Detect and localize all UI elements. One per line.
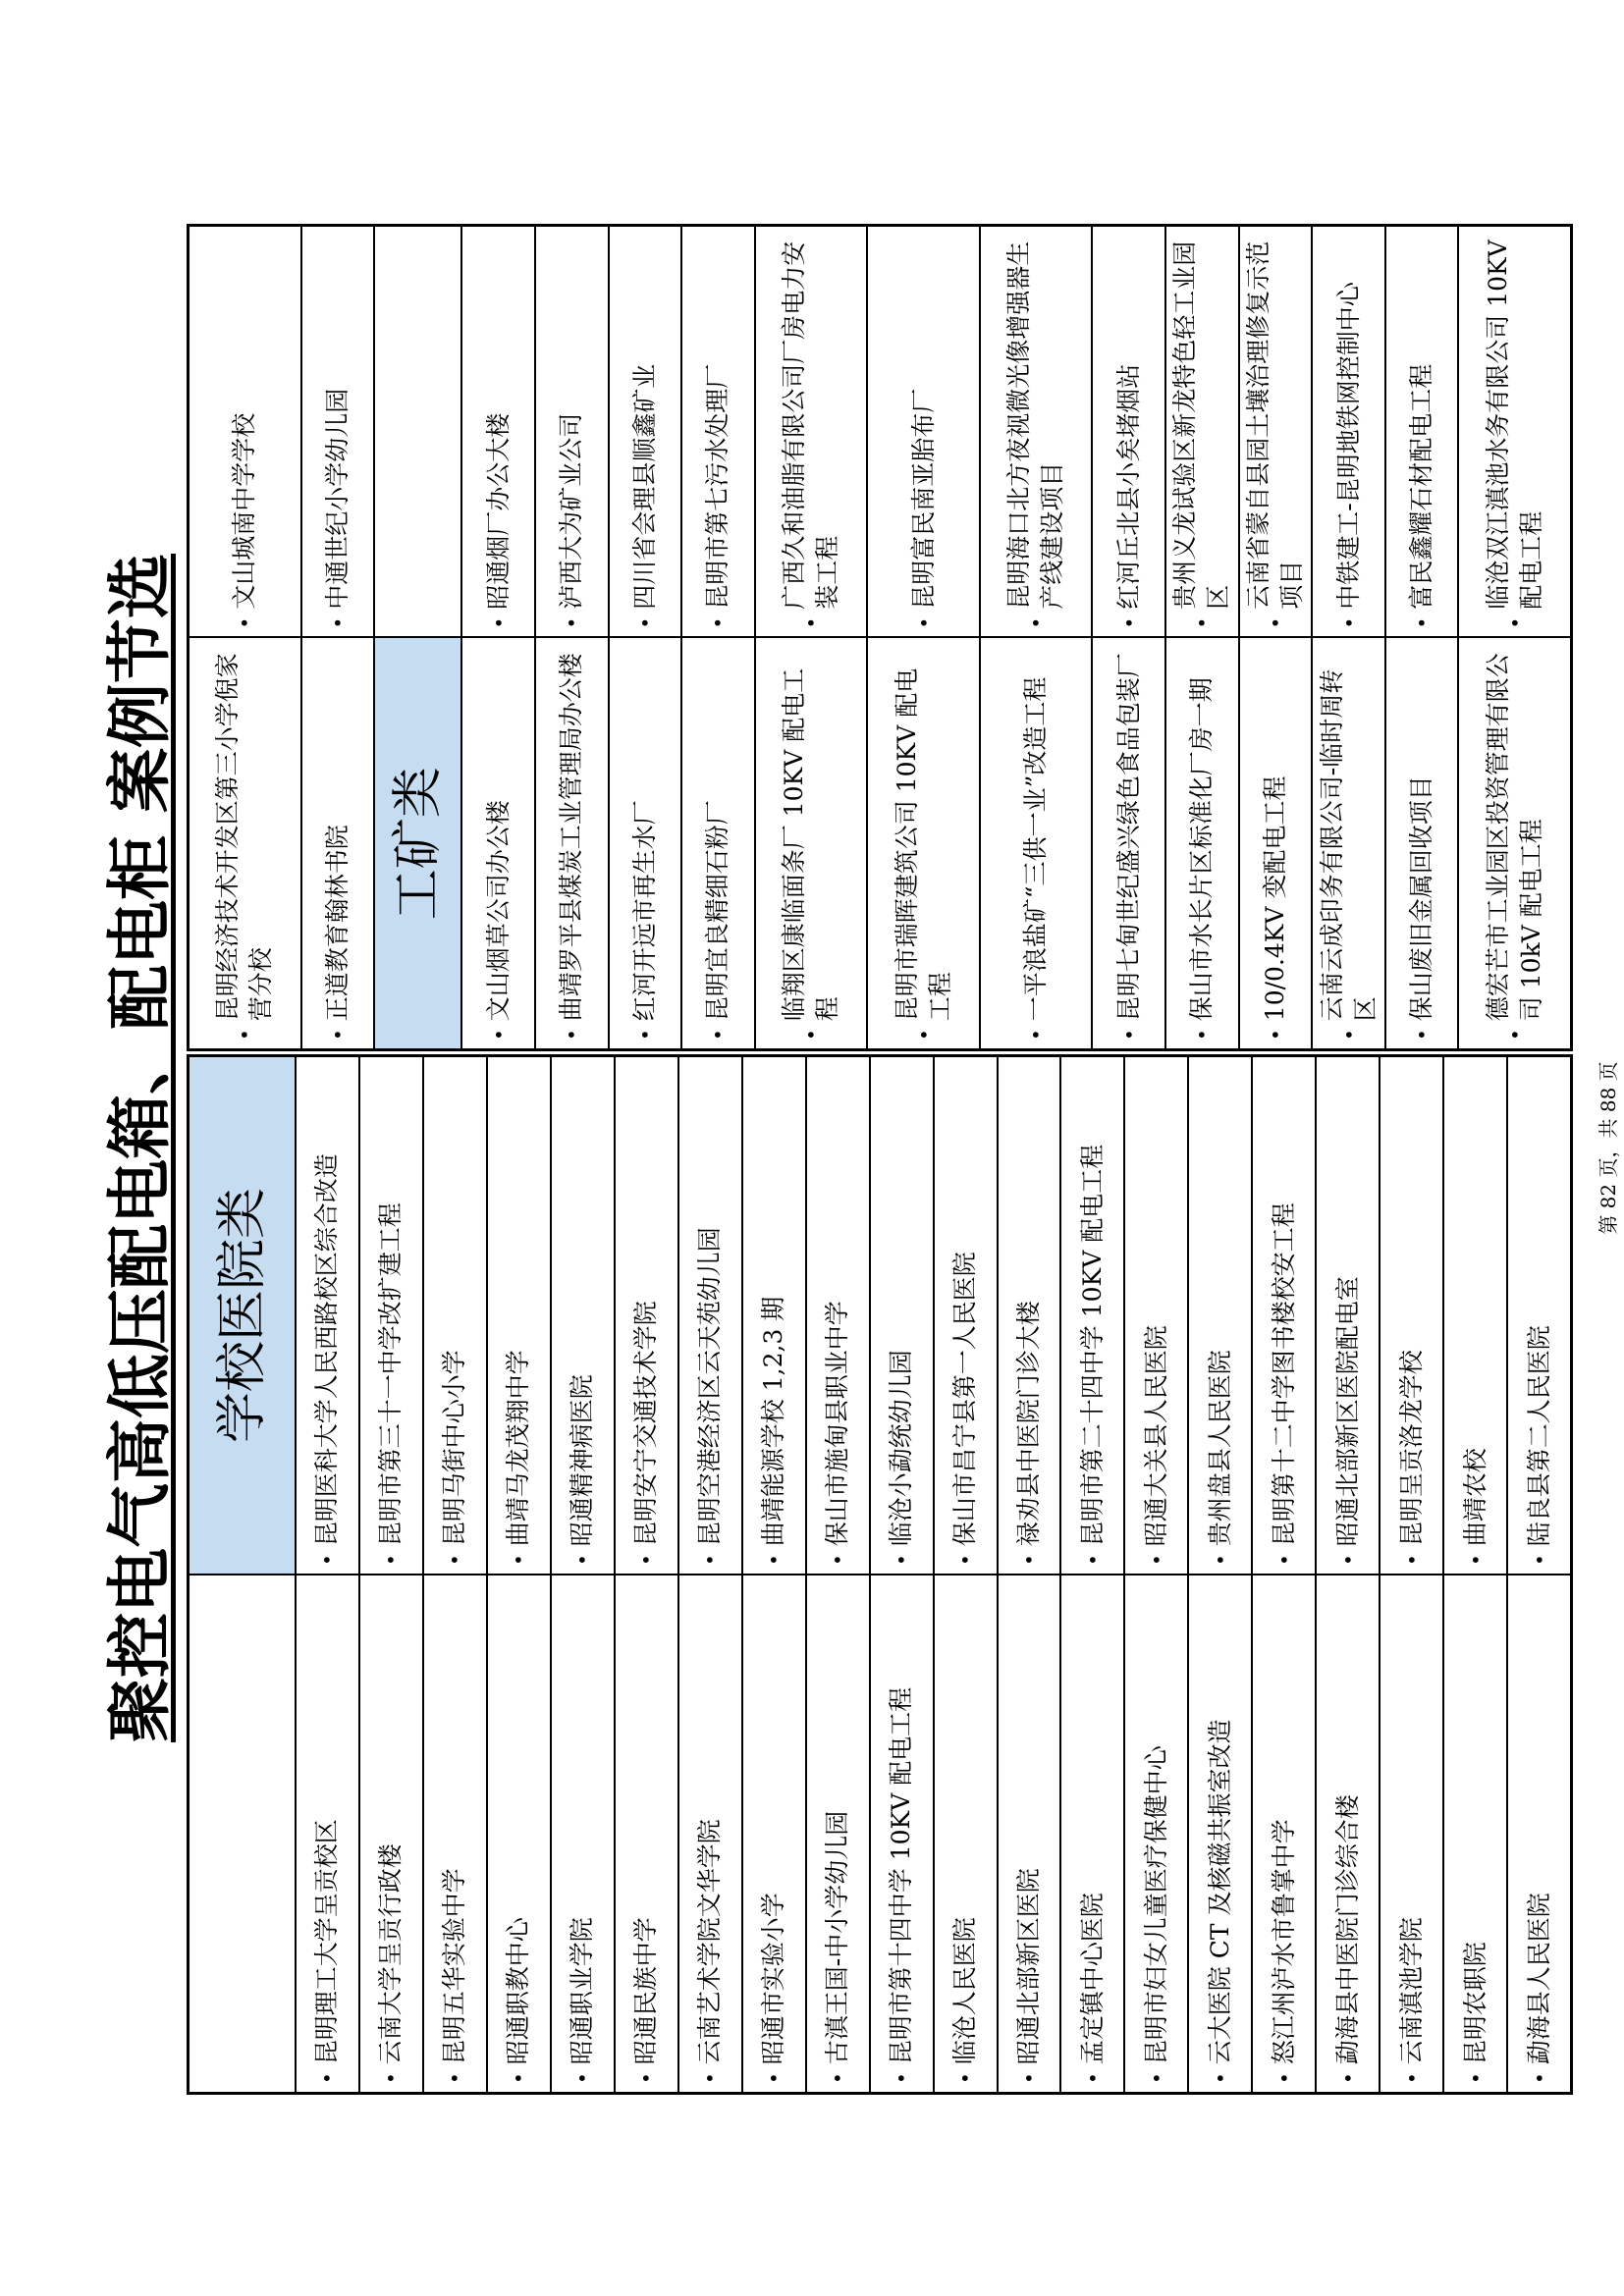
section-header: 工矿类 xyxy=(375,639,460,1049)
cell-text: 昭通市实验小学 xyxy=(759,1893,788,2065)
cell-text: 泸西大为矿业公司 xyxy=(557,412,586,610)
table-cell xyxy=(935,1575,997,2092)
cell-text: 贵州盘县人民医院 xyxy=(1205,1350,1234,1547)
cell-text: 广西久和油脂有限公司厂房电力安装工程 xyxy=(780,240,841,610)
bullet-icon: • xyxy=(1190,616,1215,629)
cell-text: 保山市施甸县职业中学 xyxy=(823,1301,852,1547)
table-cell xyxy=(360,1575,422,2092)
cell-text: 昆明市瑞晖建筑公司 10KV 配电工程 xyxy=(892,667,954,1022)
table-cell xyxy=(552,1575,614,2092)
cell-text: 正道教育翰林书院 xyxy=(322,825,352,1022)
cell-text: 怒江州泸水市鲁掌中学 xyxy=(1269,1819,1298,2065)
cell-text: 中通世纪小学幼儿园 xyxy=(322,388,352,610)
table-cell xyxy=(1380,1575,1442,2092)
table-row xyxy=(805,1057,869,2092)
table-cell xyxy=(1459,227,1570,639)
table-row xyxy=(754,227,867,1048)
table-cell xyxy=(302,227,374,639)
bullet-icon: • xyxy=(1335,2072,1360,2084)
bullet-icon: • xyxy=(443,1554,467,1566)
cell-text: 德宏芒市工业园区投资管理有限公司 10kV 配电工程 xyxy=(1483,653,1545,1022)
table-cell xyxy=(424,1057,486,1575)
cell-text: 昆明富民南亚胎布厂 xyxy=(908,388,938,610)
table-cell xyxy=(302,639,374,1049)
bullet-icon: • xyxy=(325,616,350,629)
table-cell xyxy=(743,1575,805,2092)
cell-text: 昭通大关县人民医院 xyxy=(1141,1325,1170,1547)
table-cell xyxy=(1444,1057,1506,1575)
bullet-icon: • xyxy=(1208,1554,1232,1566)
table-cell xyxy=(807,1575,869,2092)
bullet-icon: • xyxy=(486,1029,511,1041)
table-row xyxy=(300,227,374,1048)
table-cell xyxy=(981,639,1092,1049)
table-row xyxy=(1059,1057,1123,2092)
table-cell xyxy=(1125,1575,1187,2092)
cell-text: 云南艺术学院文华学院 xyxy=(695,1819,725,2065)
bullet-icon: • xyxy=(233,616,257,629)
bullet-icon: • xyxy=(1024,616,1049,629)
table-cell xyxy=(1508,1057,1570,1575)
bullet-icon: • xyxy=(379,2072,404,2084)
table-row xyxy=(295,1057,358,2092)
table-row xyxy=(189,227,300,1048)
bullet-icon: • xyxy=(1335,1554,1360,1566)
table-row xyxy=(997,1057,1060,2092)
cell-text: 昆明宜良精细石粉厂 xyxy=(703,800,732,1022)
bullet-icon: • xyxy=(1502,1029,1527,1041)
table-row xyxy=(358,1057,422,2092)
table-cell xyxy=(189,227,300,639)
bullet-icon: • xyxy=(762,2072,786,2084)
table-row xyxy=(1506,1057,1570,2092)
table-row xyxy=(869,1057,933,2092)
bullet-icon: • xyxy=(1080,1554,1105,1566)
table-cell xyxy=(488,1575,550,2092)
cell-text: 临沧小勐统幼儿园 xyxy=(887,1350,916,1547)
table-cell xyxy=(1240,639,1312,1049)
table-cell xyxy=(1380,1057,1442,1575)
bullet-icon: • xyxy=(1263,1029,1287,1041)
table-row xyxy=(534,227,608,1048)
bullet-icon: • xyxy=(762,1554,786,1566)
cell-text: 一平浪盐矿“三供一业”改造工程 xyxy=(1021,676,1051,1022)
table-cell xyxy=(1313,639,1384,1049)
cell-text: 保山市水长片区标准化厂房一期 xyxy=(1187,677,1217,1022)
table-cell xyxy=(981,227,1092,639)
table-row xyxy=(1091,227,1164,1048)
bullet-icon: • xyxy=(698,1554,723,1566)
cell-text: 勐海县中医院门诊综合楼 xyxy=(1332,1794,1362,2065)
table-cell xyxy=(1317,1575,1379,2092)
page-footer: 第 82 页，共 88 页 xyxy=(1597,1061,1620,1235)
bullet-icon: • xyxy=(1016,2072,1041,2084)
table-row xyxy=(608,227,681,1048)
bullet-icon: • xyxy=(507,1554,531,1566)
table-cell xyxy=(360,1057,422,1575)
cell-text: 曲靖马龙茂翔中学 xyxy=(504,1350,533,1547)
table-cell xyxy=(610,639,681,1049)
cell-text: 昆明第十二中学图书楼校安工程 xyxy=(1269,1202,1298,1547)
table-cell xyxy=(1459,639,1570,1049)
bullet-icon: • xyxy=(953,1554,978,1566)
cell-text: 昆明市第十四中学 10KV 配电工程 xyxy=(887,1686,916,2065)
cell-text: 10/0.4KV 变配电工程 xyxy=(1260,775,1289,1022)
cell-text: 保山废旧金属回收项目 xyxy=(1407,775,1436,1022)
bullet-icon: • xyxy=(315,2072,340,2084)
cell-text: 昭通北部新区医院配电室 xyxy=(1332,1276,1362,1547)
table-cell xyxy=(756,639,867,1049)
bullet-icon: • xyxy=(706,616,731,629)
table-row xyxy=(1442,1057,1506,2092)
bullet-icon: • xyxy=(634,1554,659,1566)
table-cell xyxy=(1253,1057,1315,1575)
bullet-icon: • xyxy=(1144,2072,1168,2084)
cell-text: 红河丘北县小矣堵烟站 xyxy=(1113,363,1143,610)
bullet-icon: • xyxy=(799,1029,823,1041)
bullet-icon: • xyxy=(1410,1029,1435,1041)
bullet-icon: • xyxy=(911,616,936,629)
cell-text: 昆明市第七污水处理厂 xyxy=(703,363,732,610)
table-row xyxy=(680,227,754,1048)
table-row xyxy=(460,227,534,1048)
table-cell xyxy=(1093,227,1164,639)
table-row xyxy=(1311,227,1384,1048)
table-cell xyxy=(1166,227,1238,639)
table-cell xyxy=(1317,1057,1379,1575)
cell-text: 昭通烟厂办公大楼 xyxy=(483,412,513,610)
table-cell xyxy=(616,1575,677,2092)
bullet-icon: • xyxy=(1399,1554,1424,1566)
bullet-icon: • xyxy=(1527,1554,1551,1566)
cell-text: 临沧双江滇池水务有限公司 10KV 配电工程 xyxy=(1483,240,1545,610)
bullet-icon: • xyxy=(799,616,823,629)
bullet-icon: • xyxy=(325,1029,350,1041)
bullet-icon: • xyxy=(560,1029,584,1041)
header-spacer xyxy=(375,227,460,639)
cell-text: 昆明五华实验中学 xyxy=(440,1868,469,2065)
table-cell xyxy=(616,1057,677,1575)
bullet-icon: • xyxy=(233,1029,257,1041)
table-cell xyxy=(871,1057,933,1575)
bullet-icon: • xyxy=(1272,2072,1296,2084)
table-cell xyxy=(1444,1575,1506,2092)
bullet-icon: • xyxy=(570,2072,595,2084)
cell-text: 中铁建工-昆明地铁网控制中心 xyxy=(1333,282,1363,610)
bullet-icon: • xyxy=(826,1554,850,1566)
table-cell xyxy=(424,1575,486,2092)
table-cell xyxy=(682,639,754,1049)
cell-text: 昆明马街中心小学 xyxy=(440,1350,469,1547)
table-cell xyxy=(871,1575,933,2092)
table-cell xyxy=(189,639,300,1049)
bullet-icon: • xyxy=(1527,2072,1551,2084)
table-cell xyxy=(488,1057,550,1575)
section-header: 学校医院类 xyxy=(189,1057,295,1575)
cell-text: 文山烟草公司办公楼 xyxy=(483,800,513,1022)
table-cell xyxy=(1386,639,1458,1049)
header-spacer xyxy=(189,1575,295,2092)
table-cell xyxy=(743,1057,805,1575)
bullet-icon: • xyxy=(1080,2072,1105,2084)
table-cell xyxy=(536,227,608,639)
bullet-icon: • xyxy=(632,616,657,629)
bullet-icon: • xyxy=(632,1029,657,1041)
table-row xyxy=(1379,1057,1442,2092)
bullet-icon: • xyxy=(507,2072,531,2084)
cell-text: 昭通精神病医院 xyxy=(568,1374,597,1547)
cell-text: 孟定镇中心医院 xyxy=(1077,1893,1107,2065)
table-cell xyxy=(1093,639,1164,1049)
table-cell xyxy=(1125,1057,1187,1575)
table-row xyxy=(1315,1057,1379,2092)
table-cell xyxy=(1313,227,1384,639)
table-row xyxy=(486,1057,550,2092)
bullet-icon: • xyxy=(486,616,511,629)
bullet-icon: • xyxy=(1263,616,1287,629)
table-cell xyxy=(1061,1057,1123,1575)
bullet-icon: • xyxy=(315,1554,340,1566)
cell-text: 昆明七甸世纪盛兴绿色食品包装厂 xyxy=(1113,653,1143,1022)
bullet-icon: • xyxy=(890,1554,914,1566)
bullet-icon: • xyxy=(1024,1029,1049,1041)
table-row xyxy=(1123,1057,1187,2092)
cell-text: 昆明经济技术开发区第三小学倪家营分校 xyxy=(213,653,276,1022)
table-cell xyxy=(610,227,681,639)
cell-text: 昆明市第三十一中学改扩建工程 xyxy=(376,1202,406,1547)
cell-text: 云南云成印务有限公司-临时周转区 xyxy=(1317,668,1380,1022)
bullet-icon: • xyxy=(826,2072,850,2084)
cell-text: 禄劝县中医院门诊大楼 xyxy=(1013,1301,1043,1547)
cell-text: 昭通北部新区医院 xyxy=(1013,1868,1043,2065)
bullet-icon: • xyxy=(1208,2072,1232,2084)
table-cell xyxy=(552,1057,614,1575)
cell-text: 昆明医科大学人民西路校区综合改造 xyxy=(312,1153,342,1547)
bullet-icon: • xyxy=(1463,2072,1488,2084)
bullet-icon: • xyxy=(570,1554,595,1566)
table-cell xyxy=(807,1057,869,1575)
bullet-icon: • xyxy=(890,2072,914,2084)
table-cell xyxy=(935,1057,997,1575)
cell-text: 四川省会理县顺鑫矿业 xyxy=(629,363,659,610)
bullet-icon: • xyxy=(1272,1554,1296,1566)
school-hospital-table xyxy=(187,1054,1573,2095)
table-row xyxy=(1384,227,1458,1048)
bullet-icon: • xyxy=(1399,2072,1424,2084)
cell-text: 曲靖能源学校 1,2,3 期 xyxy=(759,1296,788,1547)
table-row xyxy=(677,1057,741,2092)
table-cell xyxy=(1240,227,1312,639)
cell-text: 昆明市第二十四中学 10KV 配电工程 xyxy=(1077,1144,1107,1547)
table-row xyxy=(741,1057,805,2092)
cell-text: 昭通民族中学 xyxy=(631,1917,661,2065)
bullet-icon: • xyxy=(706,1029,731,1041)
bullet-icon: • xyxy=(953,2072,978,2084)
bullet-icon: • xyxy=(443,2072,467,2084)
bullet-icon: • xyxy=(1410,616,1435,629)
cell-text: 临翔区康临面条厂 10KV 配电工程 xyxy=(780,667,841,1022)
bullet-icon: • xyxy=(1336,616,1361,629)
page-title: 聚控电气高低压配电箱、配电柜 案例节选 xyxy=(102,554,178,1742)
cell-text: 保山市昌宁县第一人民医院 xyxy=(950,1252,980,1547)
table-cell xyxy=(297,1575,358,2092)
bullet-icon: • xyxy=(698,2072,723,2084)
cell-text: 昆明海口北方夜视微光像增强器生产线建设项目 xyxy=(1004,240,1067,610)
table-row xyxy=(866,227,979,1048)
table-row xyxy=(550,1057,614,2092)
bullet-icon: • xyxy=(1463,1554,1488,1566)
cell-text: 昭通职教中心 xyxy=(504,1917,533,2065)
table-row xyxy=(1457,227,1570,1048)
cell-text: 昆明安宁交通技术学院 xyxy=(631,1301,661,1547)
table-cell xyxy=(1386,227,1458,639)
table-cell xyxy=(1061,1575,1123,2092)
table-cell xyxy=(1189,1575,1251,2092)
bullet-icon: • xyxy=(1016,1554,1041,1566)
cell-text: 昆明农职院 xyxy=(1460,1942,1489,2065)
cell-text: 富民鑫耀石材配电工程 xyxy=(1407,363,1436,610)
cell-text: 贵州义龙试验区新龙特色轻工业园区 xyxy=(1170,240,1233,610)
bullet-icon: • xyxy=(1190,1029,1215,1041)
bullet-icon: • xyxy=(634,2072,659,2084)
table-row xyxy=(422,1057,486,2092)
table-cell xyxy=(1189,1057,1251,1575)
table-row xyxy=(373,227,460,1048)
bullet-icon: • xyxy=(1336,1029,1361,1041)
bullet-icon: • xyxy=(560,616,584,629)
table-cell xyxy=(999,1057,1060,1575)
table-cell xyxy=(868,639,979,1049)
cell-text: 文山城南中学学校 xyxy=(230,412,259,610)
table-row xyxy=(614,1057,677,2092)
bullet-icon: • xyxy=(1116,1029,1141,1041)
cell-text: 曲靖罗平县煤炭工业管理局办公楼 xyxy=(557,653,586,1022)
cell-text: 临沧人民医院 xyxy=(950,1917,980,2065)
cell-text: 昆明理工大学呈贡校区 xyxy=(312,1819,342,2065)
cell-text: 云大医院 CT 及核磁共振室改造 xyxy=(1205,1719,1234,2065)
table-cell xyxy=(462,639,534,1049)
cell-text: 昆明市妇女儿童医疗保健中心 xyxy=(1141,1745,1170,2065)
table-cell xyxy=(1166,639,1238,1049)
table-cell xyxy=(756,227,867,639)
table-row xyxy=(1251,1057,1315,2092)
table-cell xyxy=(1508,1575,1570,2092)
table-row xyxy=(189,1057,295,2092)
cell-text: 古滇王国-中小学幼儿园 xyxy=(823,1810,852,2065)
cell-text: 昆明空港经济区云天苑幼儿园 xyxy=(695,1227,725,1547)
table-cell xyxy=(999,1575,1060,2092)
bullet-icon: • xyxy=(1502,616,1527,629)
cell-text: 曲靖农校 xyxy=(1460,1448,1489,1547)
bullet-icon: • xyxy=(1116,616,1141,629)
table-cell xyxy=(679,1057,741,1575)
table-row xyxy=(933,1057,997,2092)
table-cell xyxy=(682,227,754,639)
table-cell xyxy=(536,639,608,1049)
table-cell xyxy=(868,227,979,639)
table-cell xyxy=(297,1057,358,1575)
cell-text: 红河开远市再生水厂 xyxy=(629,800,659,1022)
bullet-icon: • xyxy=(379,1554,404,1566)
cell-text: 云南大学呈贡行政楼 xyxy=(376,1843,406,2065)
industry-mining-table xyxy=(187,224,1573,1051)
cell-text: 昭通职业学院 xyxy=(568,1917,597,2065)
table-cell xyxy=(679,1575,741,2092)
table-cell xyxy=(1253,1575,1315,2092)
cell-text: 云南省蒙自县园土壤治理修复示范项目 xyxy=(1243,240,1306,610)
table-row xyxy=(979,227,1092,1048)
bullet-icon: • xyxy=(1144,1554,1168,1566)
table-row xyxy=(1187,1057,1251,2092)
cell-text: 勐海县人民医院 xyxy=(1524,1893,1553,2065)
cell-text: 昆明呈贡洛龙学校 xyxy=(1396,1350,1426,1547)
bullet-icon: • xyxy=(911,1029,936,1041)
cell-text: 云南滇池学院 xyxy=(1396,1917,1426,2065)
table-row xyxy=(1238,227,1312,1048)
table-row xyxy=(1164,227,1238,1048)
table-cell xyxy=(462,227,534,639)
cell-text: 陆良县第二人民医院 xyxy=(1524,1325,1553,1547)
